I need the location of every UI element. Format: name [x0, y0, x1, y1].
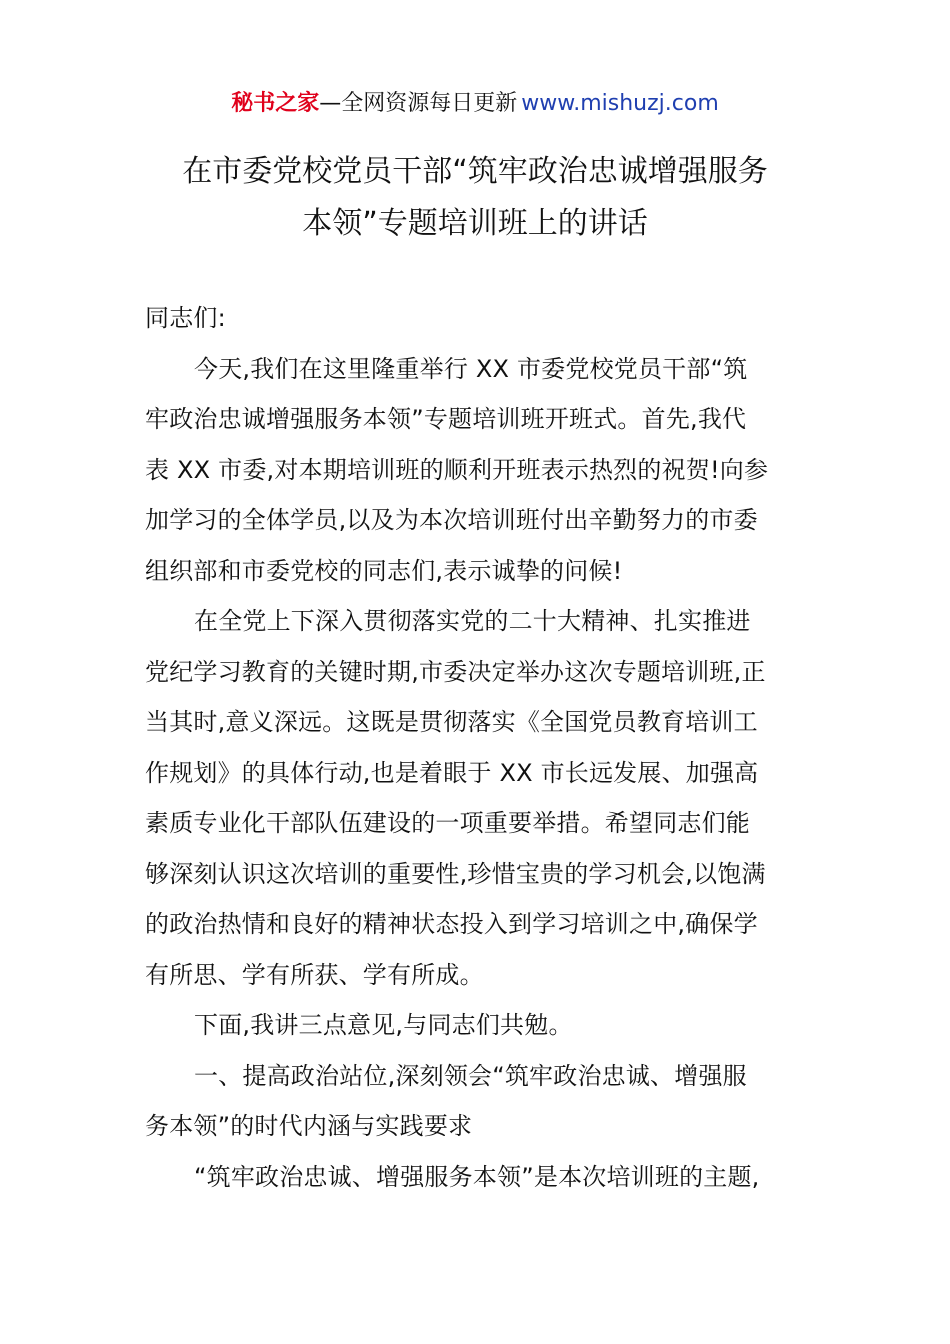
body-line: 够深刻认识这次培训的重要性,珍惜宝贵的学习机会,以饱满: [145, 859, 766, 888]
body-line: “筑牢政治忠诚、增强服务本领”是本次培训班的主题,: [194, 1162, 760, 1191]
body-line: 牢政治忠诚增强服务本领”专题培训班开班式。首先,我代: [145, 405, 747, 433]
body-line: 作规划》的具体行动,也是着眼于 XX 市长远发展、加强高: [145, 758, 759, 787]
body-line: 当其时,意义深远。这既是贯彻落实《全国党员教育培训工: [145, 708, 758, 736]
title-line-1: 在市委党校党员干部“筑牢政治忠诚增强服务: [182, 154, 768, 189]
site-header: [0, 88, 950, 120]
header-tagline: —全网资源每日更新: [319, 91, 518, 116]
title-line-2: 本领”专题培训班上的讲话: [302, 206, 648, 241]
body-line: 有所思、学有所获、学有所成。: [145, 960, 484, 989]
body-line: 今天,我们在这里隆重举行 XX 市委党校党员干部“筑: [194, 354, 748, 383]
body-line: 下面,我讲三点意见,与同志们共勉。: [194, 1011, 573, 1039]
body-line: 党纪学习教育的关键时期,市委决定举办这次专题培训班,正: [145, 657, 766, 686]
salutation: 同志们:: [145, 304, 226, 332]
body-line: 表 XX 市委,对本期培训班的顺利开班表示热烈的祝贺!向参: [145, 455, 769, 484]
brand-name: 秘书之家: [231, 91, 320, 116]
body-line: 素质专业化干部队伍建设的一项重要举措。希望同志们能: [145, 809, 750, 837]
document-body: [145, 293, 810, 1202]
section-heading: 一、提高政治站位,深刻领会“筑牢政治忠诚、增强服: [194, 1061, 747, 1090]
document-title: [100, 146, 850, 250]
body-line: 的政治热情和良好的精神状态投入到学习培训之中,确保学: [145, 910, 758, 938]
section-heading: 务本领”的时代内涵与实践要求: [145, 1112, 473, 1140]
body-line: 在全党上下深入贯彻落实党的二十大精神、扎实推进: [194, 607, 751, 635]
body-line: 组织部和市委党校的同志们,表示诚挚的问候!: [145, 556, 623, 585]
body-line: 加学习的全体学员,以及为本次培训班付出辛勤努力的市委: [145, 506, 758, 534]
site-url-link[interactable]: www.mishuzj.com: [521, 91, 719, 116]
